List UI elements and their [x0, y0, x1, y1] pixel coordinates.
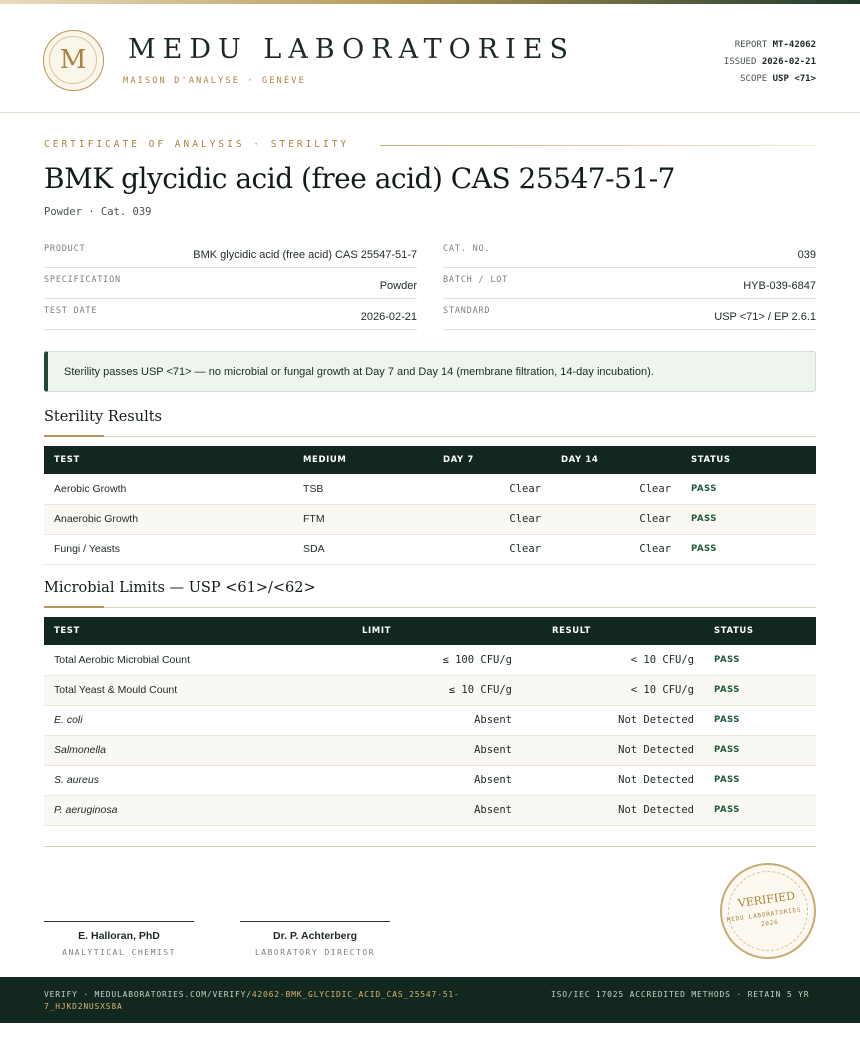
col-status: STATUS [704, 617, 816, 645]
table-row: Anaerobic Growth FTM Clear Clear PASS [44, 504, 816, 534]
table-row: Aerobic Growth TSB Clear Clear PASS [44, 474, 816, 504]
status-badge: PASS [704, 765, 816, 795]
microbial-section-title: Microbial Limits — USP <61>/<62> [44, 580, 316, 596]
verified-seal [714, 857, 822, 965]
signatory-name: Dr. P. Achterberg [272, 930, 358, 942]
status-badge: PASS [681, 474, 816, 504]
col-result: RESULT [522, 617, 704, 645]
status-badge: PASS [681, 534, 816, 564]
sterility-section-title: Sterility Results [44, 409, 162, 425]
info-row-specification: SPECIFICATION Powder [44, 268, 417, 299]
status-badge: PASS [681, 504, 816, 534]
result-summary-banner: Sterility passes USP <71> — no microbial or fungal growth at Day 7 and Day 14 (membrane filtration, 14-day incubation). [44, 351, 816, 392]
info-row-standard: STANDARD USP <71> / EP 2.6.1 [443, 299, 816, 330]
col-test: TEST [44, 617, 352, 645]
info-row-test-date: TEST DATE 2026-02-21 [44, 299, 417, 330]
seal-verified-text: VERIFIED [737, 889, 796, 911]
report-meta [724, 37, 816, 88]
table-row: Total Yeast & Mould Count ≤ 10 CFU/g < 10 CFU/g PASS [44, 675, 816, 705]
lab-logo [43, 30, 104, 91]
status-badge: PASS [704, 645, 816, 675]
verify-code: 42062-BMK_GLYCIDIC_ACID_CAS_25547-51-7_HJKD2NUSXS8A [44, 990, 460, 1011]
status-badge: PASS [704, 795, 816, 825]
brand-tagline: MAISON D'ANALYSE · GENÈVE [123, 76, 306, 86]
table-row: S. aureus Absent Not Detected PASS [44, 765, 816, 795]
brand-name: MEDU LABORATORIES [128, 34, 575, 65]
product-title: BMK glycidic acid (free acid) CAS 25547-51-7 [44, 162, 675, 195]
signature-chemist [44, 921, 194, 957]
table-row: Fungi / Yeasts SDA Clear Clear PASS [44, 534, 816, 564]
status-badge: PASS [704, 705, 816, 735]
certificate-eyebrow: CERTIFICATE OF ANALYSIS · STERILITY [44, 139, 350, 150]
signatory-role: LABORATORY DIRECTOR [254, 948, 375, 957]
col-day7: DAY 7 [433, 446, 551, 474]
col-limit: LIMIT [352, 617, 522, 645]
report-number: MT-42062 [772, 40, 816, 50]
scope-value: USP <71> [772, 74, 816, 84]
info-row-product: PRODUCT BMK glycidic acid (free acid) CAS 25547-51-7 [44, 237, 417, 268]
signature-director [240, 921, 390, 957]
logo-letter: M [49, 36, 97, 84]
col-test: TEST [44, 446, 293, 474]
issued-row: ISSUED 2026-02-21 [723, 57, 816, 67]
table-row: P. aeruginosa Absent Not Detected PASS [44, 795, 816, 825]
product-subtitle: Powder · Cat. 039 [44, 206, 152, 218]
sterility-section-rule [44, 436, 816, 437]
status-badge: PASS [704, 675, 816, 705]
col-status: STATUS [681, 446, 816, 474]
eyebrow-divider [380, 145, 816, 146]
signature-divider [44, 846, 816, 847]
report-number-row: REPORT MT-42062 [734, 40, 816, 50]
col-day14: DAY 14 [551, 446, 681, 474]
microbial-section-rule [44, 607, 816, 608]
signatory-name: E. Halloran, PhD [78, 930, 160, 942]
info-row-cat-no: CAT. NO. 039 [443, 237, 816, 268]
verify-link[interactable]: VERIFY · MEDULABORATORIES.COM/VERIFY/42062-BMK_GLYCIDIC_ACID_CAS_25547-51-7_HJKD2NUSXS8A [44, 990, 460, 1011]
issued-date: 2026-02-21 [761, 57, 816, 67]
signatory-role: ANALYTICAL CHEMIST [62, 948, 176, 957]
table-row: Salmonella Absent Not Detected PASS [44, 735, 816, 765]
info-grid-right [443, 237, 816, 330]
microbial-header-row [44, 617, 816, 645]
table-row: E. coli Absent Not Detected PASS [44, 705, 816, 735]
info-row-batch: BATCH / LOT HYB-039-6847 [443, 268, 816, 299]
col-medium: MEDIUM [293, 446, 433, 474]
status-badge: PASS [704, 735, 816, 765]
table-row: Total Aerobic Microbial Count ≤ 100 CFU/g < 10 CFU/g PASS [44, 645, 816, 675]
sterility-section-accent [44, 435, 104, 437]
accreditation-note: ISO/IEC 17025 ACCREDITED METHODS · RETAIN 5 YR [551, 990, 810, 999]
report-footer [0, 977, 860, 1023]
microbial-section-accent [44, 606, 104, 608]
sterility-table [44, 446, 816, 565]
sterility-header-row [44, 446, 816, 474]
scope-row: SCOPE USP <71> [740, 74, 816, 84]
seal-subtext: MEDU LABORATORIES · 2026 [726, 905, 811, 929]
info-grid-left [44, 237, 417, 330]
report-header [0, 4, 860, 113]
microbial-limits-table [44, 617, 816, 826]
